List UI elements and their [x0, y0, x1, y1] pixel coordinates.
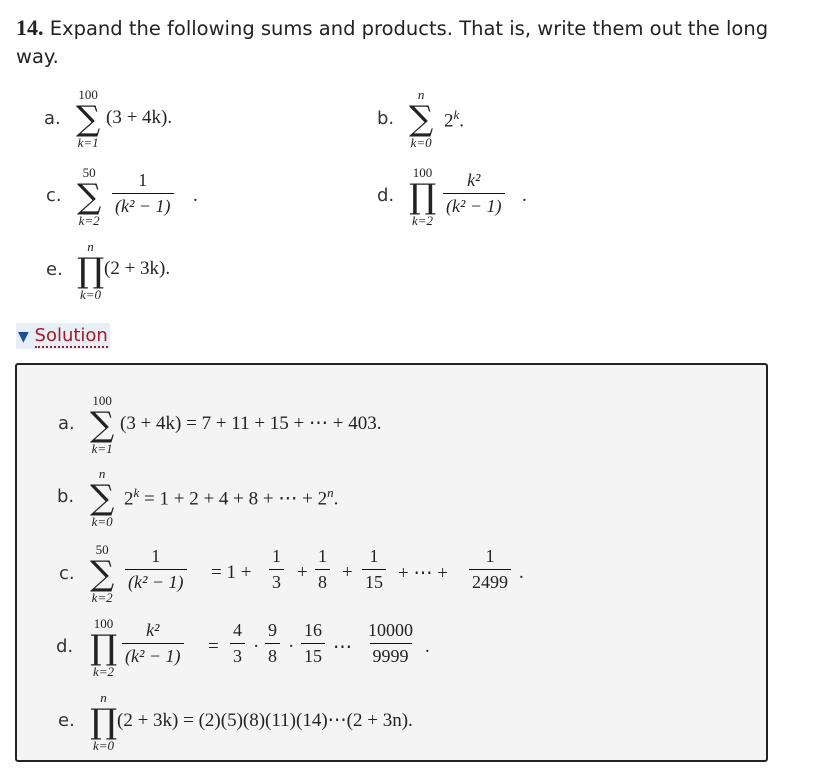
- upper-limit: 100: [412, 165, 433, 180]
- part-c-fraction: $\frac{1}{\text{(k² − 1)}}$: [112, 170, 174, 217]
- part-a-expression: (3 + 4k).: [106, 107, 173, 128]
- sigma-symbol: ∑: [76, 99, 101, 139]
- lower-limit: k=0: [410, 135, 432, 150]
- dot: ·: [253, 636, 260, 657]
- lower-limit: k=1: [77, 135, 99, 150]
- sigma-symbol: ∑: [409, 99, 434, 139]
- part-b-label: b.: [377, 108, 395, 129]
- problem-statement: [16, 14, 776, 71]
- fraction-9-8: $\frac{9}{8}$: [265, 620, 280, 667]
- solution-c-fraction: $\frac{1}{\text{(k² − 1)}}$: [125, 546, 187, 593]
- part-a-sum: [76, 88, 100, 150]
- upper-limit: n: [417, 87, 425, 102]
- part-d-period: .: [522, 185, 527, 206]
- solution-a-label: a.: [58, 413, 75, 434]
- ellipsis: + ⋯ +: [398, 563, 448, 584]
- solution-e-product: n ∏ k=0: [90, 690, 118, 753]
- part-d-product: [409, 166, 436, 228]
- solution-toggle[interactable]: [16, 323, 110, 349]
- solution-toggle-label: Solution: [34, 325, 108, 346]
- fraction-1-8: $\frac{1}{8}$: [315, 546, 330, 593]
- solution-e-expression: (2 + 3k) = (2)(5)(8)(11)(14)⋯(2 + 3n).: [117, 710, 413, 731]
- solution-d-product: 100 ∏ k=2: [90, 616, 118, 679]
- solution-e-label: e.: [58, 710, 75, 731]
- upper-limit: 50: [82, 165, 96, 180]
- fraction-16-15: $\frac{16}{15}$: [301, 620, 325, 667]
- part-c-sum: [77, 166, 101, 228]
- part-c-label: c.: [46, 185, 62, 206]
- lower-limit: k=2: [78, 213, 100, 228]
- ellipsis: ⋯: [333, 637, 352, 658]
- plus-sign: +: [297, 562, 308, 583]
- fraction-1-3: $\frac{1}{3}$: [269, 546, 284, 593]
- solution-d-label: d.: [56, 636, 74, 657]
- triangle-down-icon: ▼: [18, 329, 29, 345]
- solution-b-expression: $2^k = 1 + 2 + 4 + 8$ + ⋯ + $2^n$.: [124, 485, 339, 510]
- equals-sign: =: [208, 636, 219, 657]
- plus-sign: +: [342, 562, 353, 583]
- solution-c-sum: 50 ∑ k=2: [90, 542, 115, 605]
- lower-limit: k=0: [80, 287, 102, 302]
- pi-symbol: ∏: [409, 177, 437, 217]
- part-c-period: .: [193, 185, 198, 206]
- part-e-product: [77, 240, 104, 302]
- pi-symbol: ∏: [77, 251, 105, 291]
- fraction-1-15: $\frac{1}{15}$: [362, 546, 386, 593]
- problem-number: 14.: [16, 15, 44, 40]
- solution-b-label: b.: [57, 486, 75, 507]
- part-e-label: e.: [46, 259, 63, 280]
- part-a-label: a.: [44, 108, 61, 129]
- part-d-label: d.: [377, 185, 395, 206]
- period: .: [519, 562, 524, 583]
- solution-a-expression: (3 + 4k) = 7 + 11 + 15 + ⋯ + 403.: [120, 413, 382, 434]
- solution-c-label: c.: [59, 563, 75, 584]
- part-b-sum: [409, 88, 433, 150]
- lower-limit: k=2: [412, 213, 434, 228]
- fraction-4-3: $\frac{4}{3}$: [230, 620, 245, 667]
- part-d-fraction: $\frac{\text{k²}}{\text{(k² − 1)}}$: [443, 170, 505, 217]
- solution-a-sum: 100 ∑ k=1: [90, 393, 115, 456]
- dot: ·: [288, 636, 295, 657]
- upper-limit: 100: [78, 87, 98, 102]
- equals-one-plus: = 1 +: [211, 562, 252, 583]
- fraction-10000-9999: $\frac{10000}{9999}$: [368, 620, 413, 666]
- solution-d-fraction: $\frac{\text{k²}}{\text{(k² − 1)}}$: [122, 620, 184, 667]
- part-b-expression: 2$^k$.: [444, 107, 465, 132]
- problem-text: Expand the following sums and products. That is, write them out the long way.: [16, 17, 769, 68]
- fraction-1-2499: $\frac{1}{2499}$: [469, 546, 511, 593]
- sigma-symbol: ∑: [77, 177, 102, 217]
- part-e-expression: (2 + 3k).: [104, 258, 171, 279]
- upper-limit: n: [87, 239, 94, 254]
- solution-b-sum: n ∑ k=0: [90, 466, 115, 529]
- period: .: [425, 636, 430, 657]
